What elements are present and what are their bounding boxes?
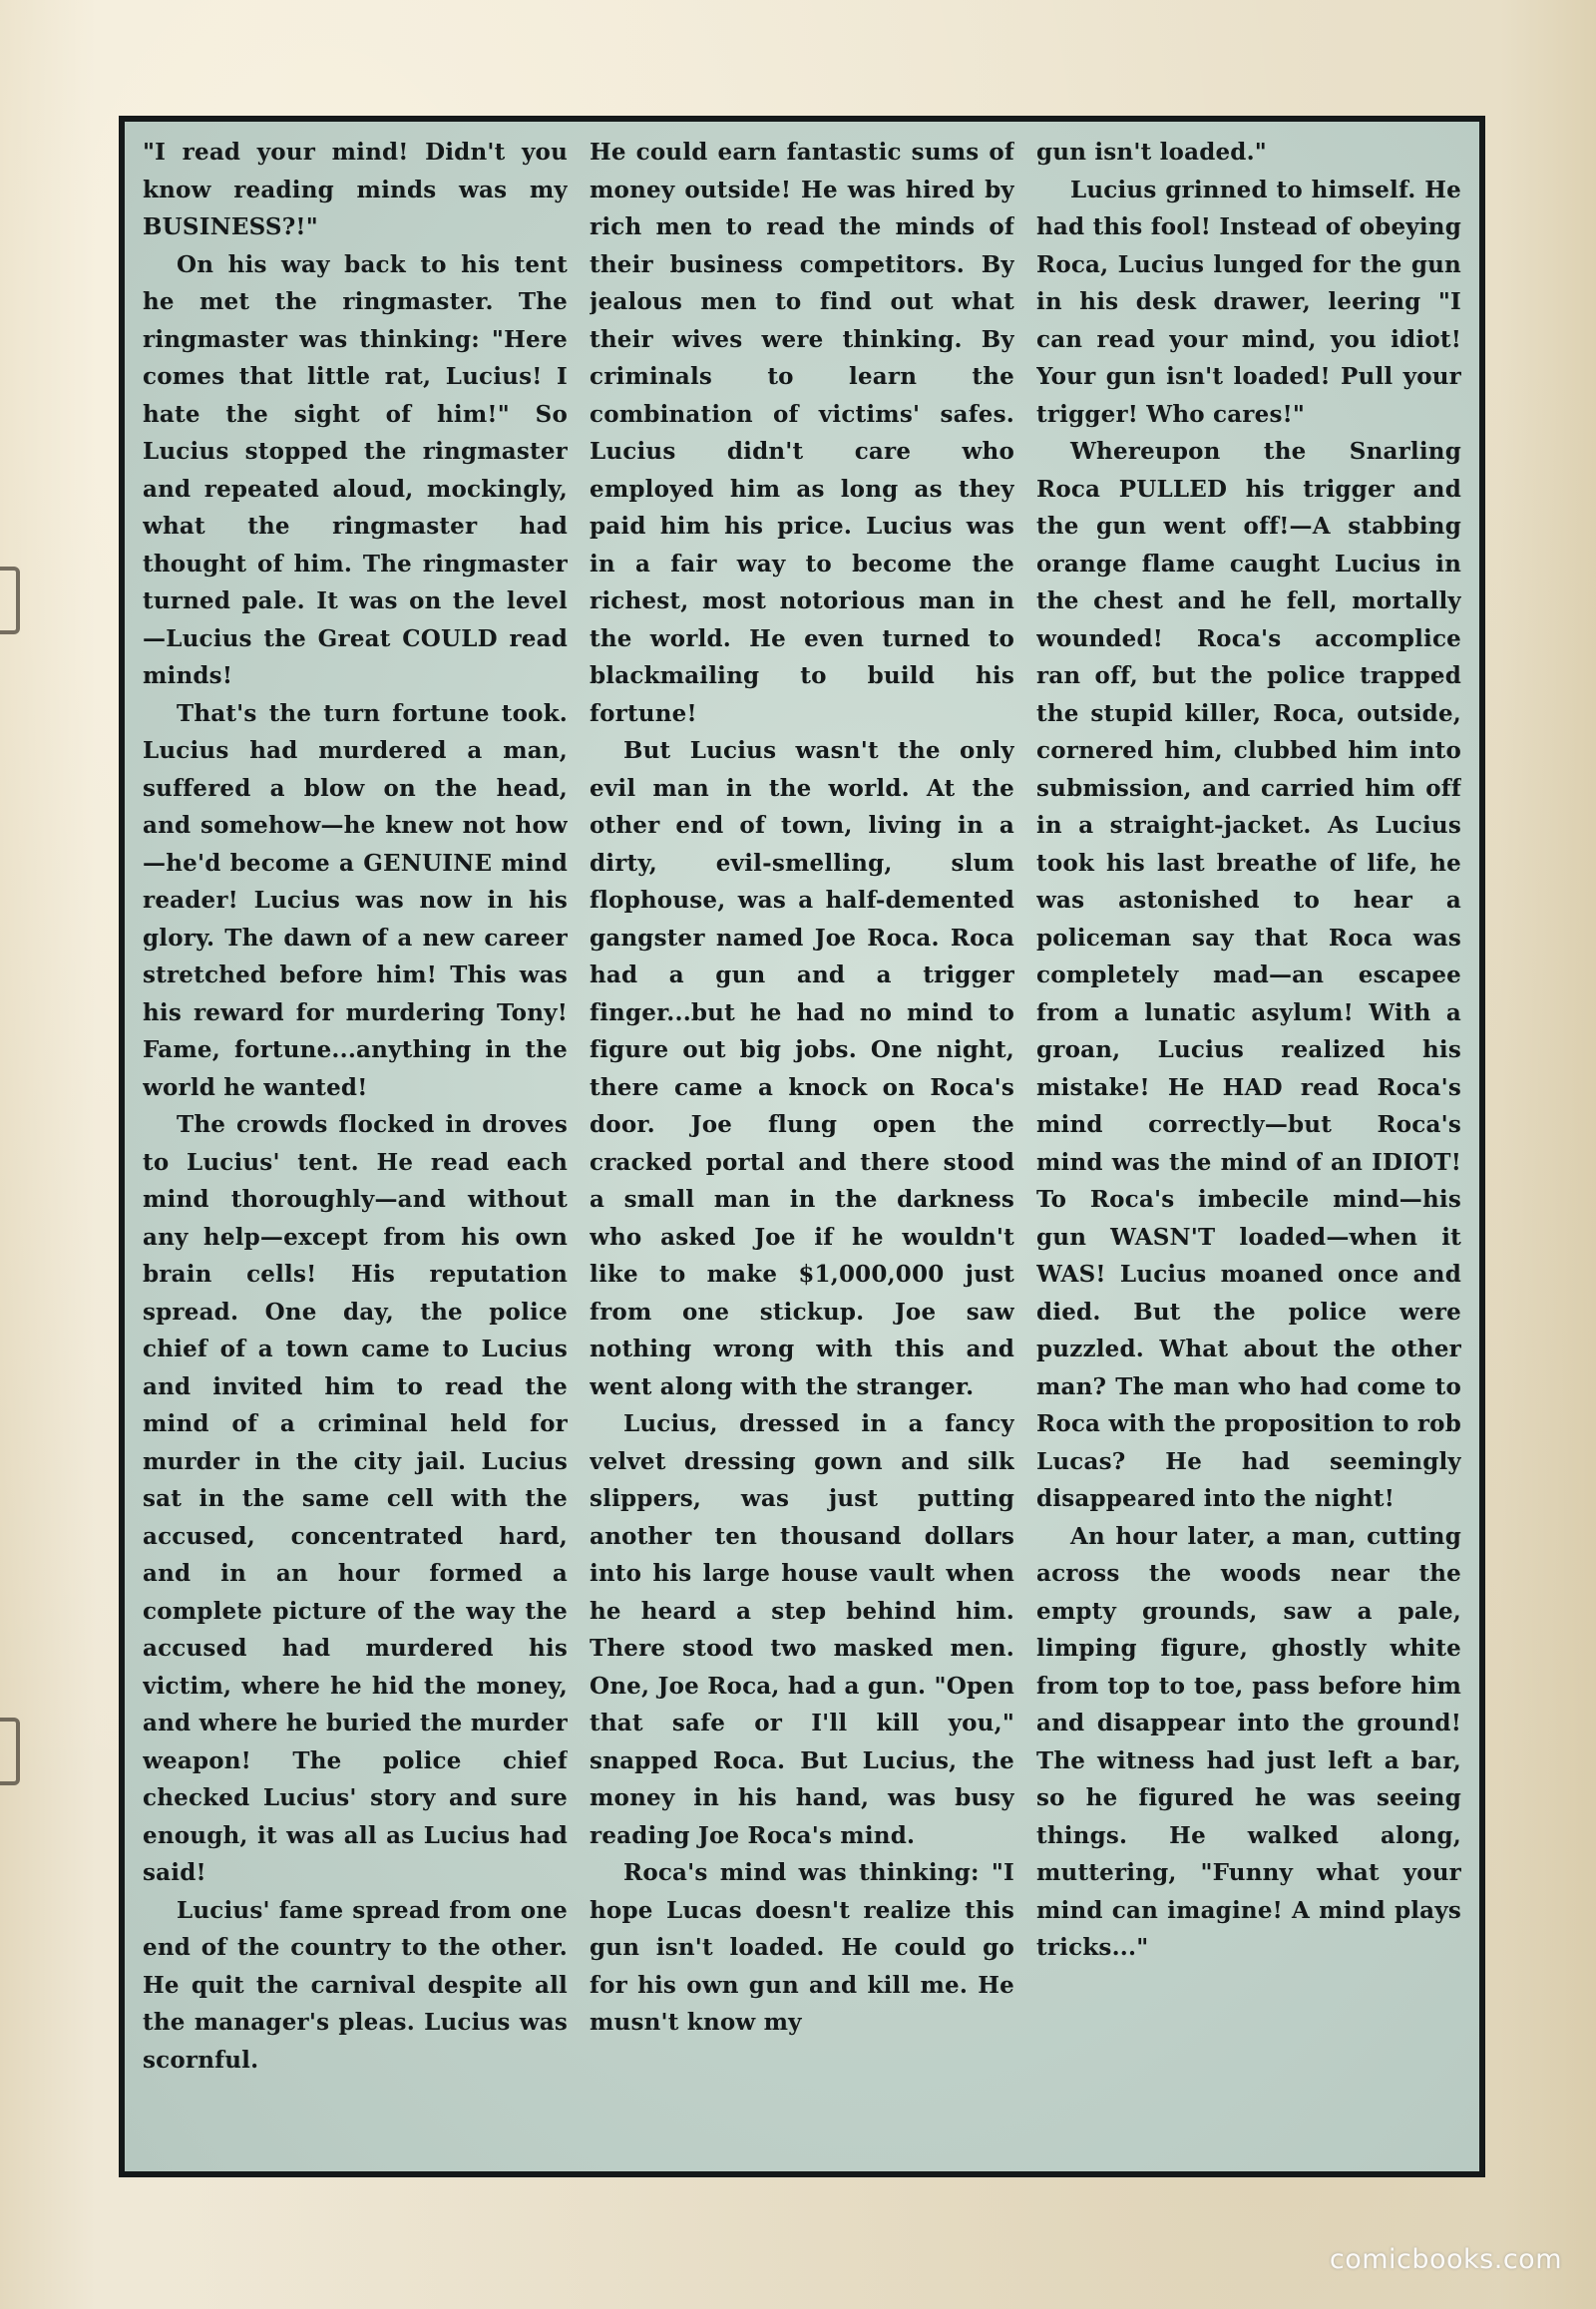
paragraph: The crowds flocked in droves to Lucius' tent. He read each mind thoroughly—and without any help—except from his own brain cells! His reputation spread. One day, the police chief of a town came to Lucius and invited him to read the mind of a criminal held for murder in the city jail. Lucius sat in the same cell with the accused, concentrated hard, and in an hour formed a complete picture of the way the accused had murdered his victim, where he hid the money, and where he buried the murder weapon! The police chief checked Lucius' story and sure enough, it was all as Lucius had said!	[143, 1111, 568, 1886]
paragraph: gun isn't loaded."	[1036, 139, 1267, 166]
staple-bottom	[0, 1718, 20, 1785]
paragraph: "I read your mind! Didn't you know reading minds was my BUSINESS?!"	[143, 139, 568, 240]
text-column-2	[590, 134, 1014, 2157]
paragraph: Lucius, dressed in a fancy velvet dressing gown and silk slippers, was just putting another ten thousand dollars into his large house vault when he heard a step behind him. There stood two masked men. One, Joe Roca, had a gun. "Open that safe or I'll kill you," snapped Roca. But Lucius, the money in his hand, was busy reading Joe Roca's mind.	[590, 1410, 1014, 1849]
story-text-panel	[119, 116, 1485, 2177]
paragraph: Lucius' fame spread from one end of the country to the other. He quit the carnival despite all the manager's pleas. Lucius was scornful.	[143, 1896, 568, 2074]
watermark-text: comicbooks.com	[1329, 2244, 1562, 2275]
paragraph: He could earn fantastic sums of money outside! He was hired by rich men to read the minds of their business competitors. By jealous men to find out what their wives were thinking. By criminals to learn the combination of victims' safes. Lucius didn't care who employed him as long as they paid him his price. Lucius was in a fair way to become the richest, most notorious man in the world. He even turned to blackmailing to build his fortune!	[590, 139, 1014, 727]
paragraph: Whereupon the Snarling Roca PULLED his trigger and the gun went off!—A stabbing orange flame caught Lucius in the chest and he fell, mortally wounded! Roca's accomplice ran off, but the police trapped the stupid killer, Roca, outside, cornered him, clubbed him into submission, and carried him off in a straight-jacket. As Lucius took his last breathe of life, he was astonished to hear a policeman say that Roca was completely mad—an escapee from a lunatic asylum! With a groan, Lucius realized his mistake! He HAD read Roca's mind correctly—but Roca's mind was the mind of an IDIOT! To Roca's imbecile mind—his gun WASN'T loaded—when it WAS! Lucius moaned once and died. But the police were puzzled. What about the other man? The man who had come to Roca with the proposition to rob Lucas? He had seemingly disappeared into the night!	[1036, 438, 1461, 1512]
paragraph: That's the turn fortune took. Lucius had murdered a man, suffered a blow on the head, and somehow—he knew not how—he'd become a GENUINE mind reader! Lucius was now in his glory. The dawn of a new career stretched before him! This was his reward for murdering Tony! Fame, fortune...anything in the world he wanted!	[143, 699, 568, 1101]
text-column-3	[1036, 134, 1461, 2157]
paragraph: Roca's mind was thinking: "I hope Lucas doesn't realize this gun isn't loaded. He could go for his own gun and kill me. He musn't know my	[590, 1859, 1014, 2036]
text-column-1	[143, 134, 568, 2157]
paragraph: Lucius grinned to himself. He had this fool! Instead of obeying Roca, Lucius lunged for the gun in his desk drawer, leering "I can read your mind, you idiot! Your gun isn't loaded! Pull your trigger! Who cares!"	[1036, 176, 1461, 428]
paragraph: An hour later, a man, cutting across the woods near the empty grounds, saw a pale, limping figure, ghostly white from top to toe, pass before him and disappear into the ground! The witness had just left a bar, so he figured he was seeing things. He walked along, muttering, "Funny what your mind can imagine! A mind plays tricks..."	[1036, 1522, 1461, 1961]
paragraph: But Lucius wasn't the only evil man in the world. At the other end of town, living in a dirty, evil-smelling, slum flophouse, was a half-demented gangster named Joe Roca. Roca had a gun and a trigger finger...but he had no mind to figure out big jobs. One night, there came a knock on Roca's door. Joe flung open the cracked portal and there stood a small man in the darkness who asked Joe if he wouldn't like to make $1,000,000 just from one stickup. Joe saw nothing wrong with this and went along with the stranger.	[590, 737, 1014, 1400]
staple-top	[0, 567, 20, 634]
paragraph: On his way back to his tent he met the ringmaster. The ringmaster was thinking: "Here comes that little rat, Lucius! I hate the sight of him!" So Lucius stopped the ringmaster and repeated aloud, mockingly, what the ringmaster had thought of him. The ringmaster turned pale. It was on the level—Lucius the Great COULD read minds!	[143, 250, 568, 689]
